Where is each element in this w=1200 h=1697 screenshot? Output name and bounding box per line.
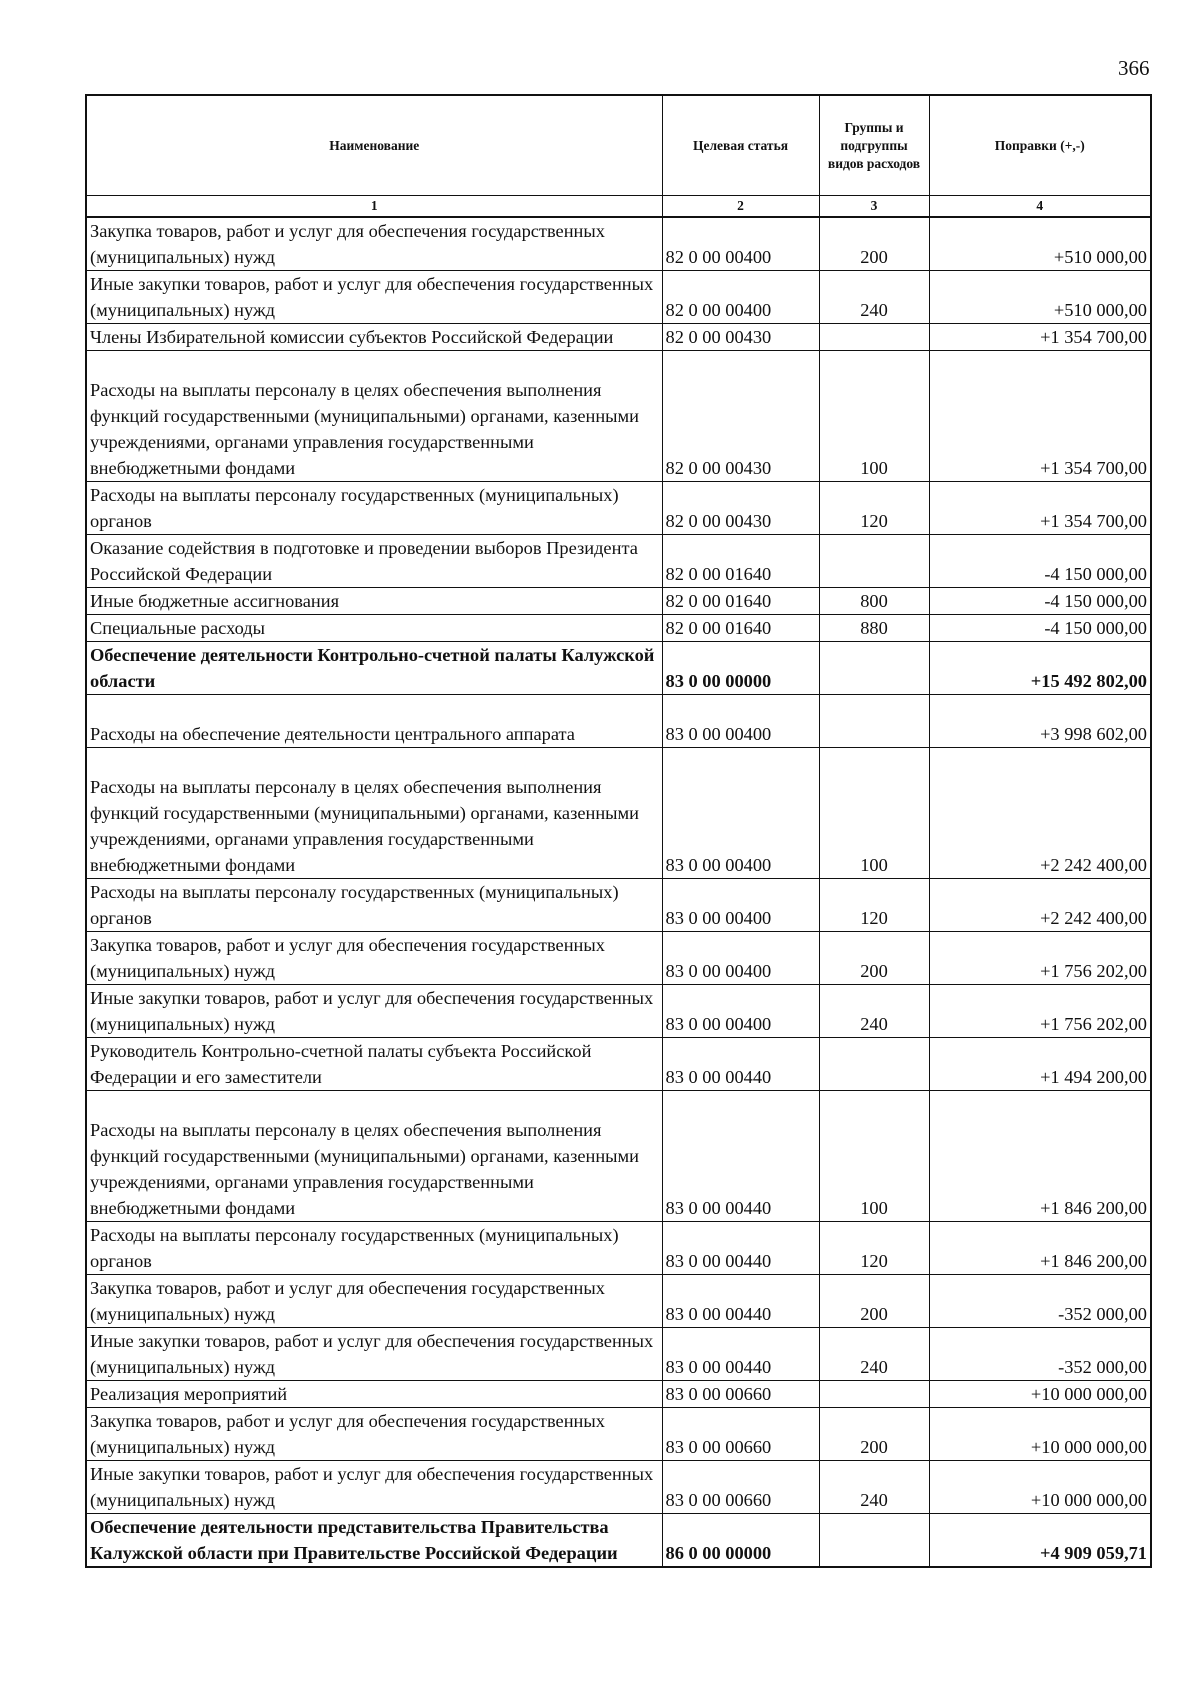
row-amount: +10 000 000,00 — [929, 1408, 1151, 1461]
row-expense-group — [819, 324, 929, 351]
row-amount: -4 150 000,00 — [929, 615, 1151, 642]
row-target-code: 83 0 00 00440 — [662, 1328, 819, 1381]
row-name-text: Руководитель Контрольно-счетной палаты субъекта Российской Федерации и его заместители — [90, 1041, 592, 1087]
table-row — [86, 324, 1151, 351]
row-expense-group: 240 — [819, 985, 929, 1038]
row-amount: +1 756 202,00 — [929, 985, 1151, 1038]
table-row — [86, 1408, 1151, 1461]
row-name — [86, 1038, 662, 1091]
row-expense-group: 200 — [819, 932, 929, 985]
row-amount: +2 242 400,00 — [929, 879, 1151, 932]
table-row — [86, 588, 1151, 615]
row-expense-group: 800 — [819, 588, 929, 615]
row-name-text: Расходы на выплаты персоналу государственных (муниципальных) органов — [90, 485, 619, 531]
row-amount: +1 846 200,00 — [929, 1222, 1151, 1275]
row-expense-group: 100 — [819, 1091, 929, 1222]
row-name — [86, 1408, 662, 1461]
row-target-code: 82 0 00 01640 — [662, 588, 819, 615]
row-name-text: Расходы на выплаты персоналу в целях обеспечения выполнения функций государственными (муниципальными) органами, казенными учреждениями, органами управления государственными внебюджетными фондами — [90, 1120, 640, 1218]
row-expense-group: 120 — [819, 482, 929, 535]
row-name-text: Специальные расходы — [90, 618, 265, 638]
row-name-text: Иные закупки товаров, работ и услуг для обеспечения государственных (муниципальных) нужд — [90, 1464, 654, 1510]
row-name — [86, 642, 662, 695]
budget-amendments-table — [85, 94, 1152, 1568]
row-amount: +10 000 000,00 — [929, 1381, 1151, 1408]
row-name — [86, 1275, 662, 1328]
row-amount: +1 354 700,00 — [929, 324, 1151, 351]
table-row — [86, 695, 1151, 748]
row-target-code: 83 0 00 00660 — [662, 1381, 819, 1408]
table-row — [86, 482, 1151, 535]
row-expense-group: 100 — [819, 748, 929, 879]
row-expense-group: 240 — [819, 1461, 929, 1514]
row-target-code: 83 0 00 00660 — [662, 1461, 819, 1514]
table-row — [86, 748, 1151, 879]
row-name-text: Закупка товаров, работ и услуг для обеспечения государственных (муниципальных) нужд — [90, 1411, 605, 1457]
row-expense-group — [819, 1038, 929, 1091]
row-name — [86, 1222, 662, 1275]
table-row — [86, 1091, 1151, 1222]
row-amount: +510 000,00 — [929, 271, 1151, 324]
table-row — [86, 642, 1151, 695]
column-number-2: 2 — [662, 196, 819, 218]
row-target-code: 83 0 00 00400 — [662, 748, 819, 879]
table-row — [86, 1038, 1151, 1091]
header-target: Целевая статья — [662, 95, 819, 196]
row-name — [86, 985, 662, 1038]
row-name-text: Расходы на выплаты персоналу в целях обеспечения выполнения функций государственными (муниципальными) органами, казенными учреждениями, органами управления государственными внебюджетными фондами — [90, 380, 640, 478]
row-target-code: 83 0 00 00000 — [662, 642, 819, 695]
table-row — [86, 879, 1151, 932]
row-name — [86, 351, 662, 482]
row-expense-group — [819, 695, 929, 748]
row-name — [86, 1328, 662, 1381]
row-name-text: Оказание содействия в подготовке и проведении выборов Президента Российской Федерации — [90, 538, 638, 584]
row-expense-group — [819, 642, 929, 695]
row-target-code: 82 0 00 00430 — [662, 351, 819, 482]
row-expense-group: 240 — [819, 1328, 929, 1381]
row-target-code: 82 0 00 00400 — [662, 271, 819, 324]
row-name-text: Иные бюджетные ассигнования — [90, 591, 340, 611]
row-name — [86, 324, 662, 351]
row-target-code: 82 0 00 00430 — [662, 482, 819, 535]
row-name-text: Обеспечение деятельности Контрольно-счетной палаты Калужской области — [90, 645, 655, 691]
row-name — [86, 271, 662, 324]
row-amount: +10 000 000,00 — [929, 1461, 1151, 1514]
row-amount: +4 909 059,71 — [929, 1514, 1151, 1568]
row-name — [86, 217, 662, 271]
table-row — [86, 217, 1151, 271]
row-expense-group: 120 — [819, 1222, 929, 1275]
row-amount: +1 756 202,00 — [929, 932, 1151, 985]
row-name — [86, 588, 662, 615]
row-name-text: Реализация мероприятий — [90, 1384, 288, 1404]
row-amount: +1 494 200,00 — [929, 1038, 1151, 1091]
row-expense-group: 240 — [819, 271, 929, 324]
row-target-code: 83 0 00 00400 — [662, 695, 819, 748]
row-name — [86, 615, 662, 642]
row-name — [86, 1514, 662, 1568]
row-name — [86, 695, 662, 748]
table-row — [86, 985, 1151, 1038]
header-amendments: Поправки (+,-) — [929, 95, 1151, 196]
row-target-code: 83 0 00 00400 — [662, 932, 819, 985]
row-name — [86, 482, 662, 535]
row-name-text: Расходы на обеспечение деятельности центрального аппарата — [90, 724, 575, 744]
row-amount: -352 000,00 — [929, 1328, 1151, 1381]
row-name — [86, 1461, 662, 1514]
row-amount: -4 150 000,00 — [929, 535, 1151, 588]
header-name: Наименование — [86, 95, 662, 196]
row-name-text: Закупка товаров, работ и услуг для обеспечения государственных (муниципальных) нужд — [90, 221, 605, 267]
row-name-text: Обеспечение деятельности представительства Правительства Калужской области при Правительстве Российской Федерации — [90, 1517, 618, 1563]
table-row — [86, 1222, 1151, 1275]
row-amount: -352 000,00 — [929, 1275, 1151, 1328]
row-target-code: 83 0 00 00440 — [662, 1275, 819, 1328]
column-number-1: 1 — [86, 196, 662, 218]
row-name-text: Расходы на выплаты персоналу в целях обеспечения выполнения функций государственными (муниципальными) органами, казенными учреждениями, органами управления государственными внебюджетными фондами — [90, 777, 640, 875]
table-row — [86, 1328, 1151, 1381]
row-expense-group: 200 — [819, 1275, 929, 1328]
row-expense-group: 120 — [819, 879, 929, 932]
row-name-text: Расходы на выплаты персоналу государственных (муниципальных) органов — [90, 882, 619, 928]
row-name — [86, 748, 662, 879]
row-name-text: Расходы на выплаты персоналу государственных (муниципальных) органов — [90, 1225, 619, 1271]
row-name — [86, 932, 662, 985]
row-name — [86, 1091, 662, 1222]
table-body — [86, 217, 1151, 1567]
row-target-code: 82 0 00 01640 — [662, 535, 819, 588]
row-name-text: Закупка товаров, работ и услуг для обеспечения государственных (муниципальных) нужд — [90, 1278, 605, 1324]
page-number: 366 — [1118, 56, 1150, 80]
row-expense-group — [819, 1514, 929, 1568]
table-row — [86, 1381, 1151, 1408]
table-row — [86, 535, 1151, 588]
row-amount: +510 000,00 — [929, 217, 1151, 271]
column-number-3: 3 — [819, 196, 929, 218]
row-target-code: 83 0 00 00440 — [662, 1091, 819, 1222]
row-expense-group: 100 — [819, 351, 929, 482]
row-expense-group: 200 — [819, 217, 929, 271]
row-amount: +1 354 700,00 — [929, 351, 1151, 482]
row-target-code: 82 0 00 00430 — [662, 324, 819, 351]
row-amount: +2 242 400,00 — [929, 748, 1151, 879]
table-row — [86, 615, 1151, 642]
row-expense-group — [819, 1381, 929, 1408]
row-name-text: Иные закупки товаров, работ и услуг для обеспечения государственных (муниципальных) нужд — [90, 1331, 654, 1377]
row-target-code: 83 0 00 00400 — [662, 879, 819, 932]
table-row — [86, 932, 1151, 985]
table-row — [86, 351, 1151, 482]
column-number-4: 4 — [929, 196, 1151, 218]
table-row — [86, 1461, 1151, 1514]
row-amount: +1 354 700,00 — [929, 482, 1151, 535]
row-target-code: 86 0 00 00000 — [662, 1514, 819, 1568]
row-expense-group — [819, 535, 929, 588]
row-target-code: 83 0 00 00660 — [662, 1408, 819, 1461]
row-target-code: 83 0 00 00440 — [662, 1222, 819, 1275]
row-name-text: Закупка товаров, работ и услуг для обеспечения государственных (муниципальных) нужд — [90, 935, 605, 981]
row-target-code: 83 0 00 00440 — [662, 1038, 819, 1091]
row-amount: -4 150 000,00 — [929, 588, 1151, 615]
row-target-code: 82 0 00 00400 — [662, 217, 819, 271]
row-name — [86, 535, 662, 588]
row-amount: +15 492 802,00 — [929, 642, 1151, 695]
row-amount: +3 998 602,00 — [929, 695, 1151, 748]
row-name — [86, 1381, 662, 1408]
row-expense-group: 880 — [819, 615, 929, 642]
row-name — [86, 879, 662, 932]
row-name-text: Иные закупки товаров, работ и услуг для обеспечения государственных (муниципальных) нужд — [90, 274, 654, 320]
row-amount: +1 846 200,00 — [929, 1091, 1151, 1222]
table-row — [86, 1275, 1151, 1328]
row-name-text: Члены Избирательной комиссии субъектов Российской Федерации — [90, 327, 614, 347]
table-row — [86, 271, 1151, 324]
row-target-code: 83 0 00 00400 — [662, 985, 819, 1038]
row-name-text: Иные закупки товаров, работ и услуг для обеспечения государственных (муниципальных) нужд — [90, 988, 654, 1034]
header-groups: Группы и подгруппы видов расходов — [819, 95, 929, 196]
row-expense-group: 200 — [819, 1408, 929, 1461]
table-row — [86, 1514, 1151, 1568]
row-target-code: 82 0 00 01640 — [662, 615, 819, 642]
